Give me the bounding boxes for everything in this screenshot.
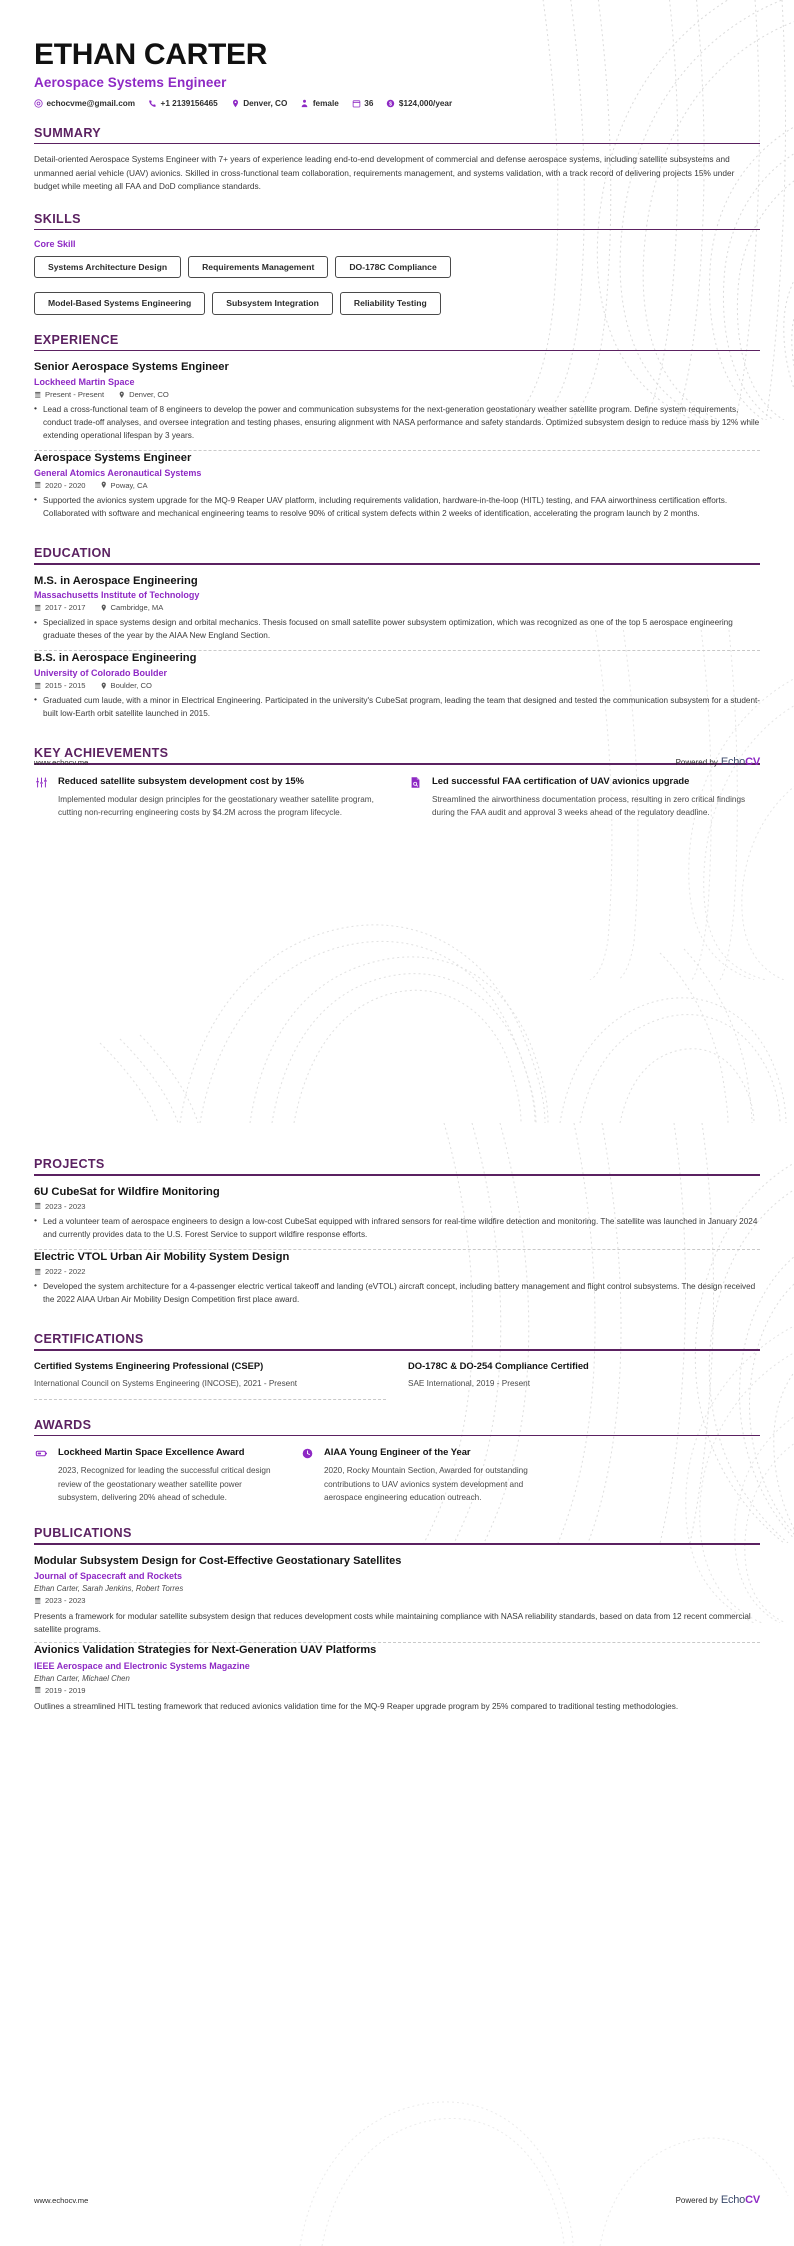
entry-bullet-list: [34, 616, 760, 642]
entry-location-value: Denver, CO: [129, 389, 169, 399]
powered-by-label: Powered by: [675, 758, 718, 767]
entry-bullet-list: [34, 403, 760, 442]
entry-meta: [34, 1596, 760, 1605]
publication-entry: [34, 1643, 760, 1718]
skill-pill[interactable]: Systems Architecture Design: [34, 256, 181, 278]
powered-by-label: Powered by: [675, 2196, 718, 2205]
entry-bullet: • Supported the avionics system upgrade for the MQ-9 Reaper UAV platform, including requirements validation, hardware-in-the-loop (HITL) testing, and FAA airworthiness certification efforts. Collaborated with software and mechanical engineering teams to resolve 90% of critical system defects within 2 weeks of identification, accelerating the program launch by 2 months.: [34, 494, 760, 520]
calendar-icon: [34, 481, 42, 489]
publication-description: Presents a framework for modular satellite subsystem design that reduces development costs while maintaining compliance with NASA reliability standards, based on data from 12 recent commercial satellite programs.: [34, 1611, 751, 1635]
section-experience: [34, 333, 760, 528]
publication-description: Outlines a streamlined HITL testing framework that reduced avionics validation time for the MQ-9 Reaper upgrade program by 25% compared to traditional testing methodologies.: [34, 1701, 679, 1711]
certification-divider: [34, 1399, 386, 1400]
page-title: ETHAN CARTER: [34, 38, 268, 71]
entry-dates-value: 2020 - 2020: [45, 480, 86, 490]
entry-bullet-list: [34, 694, 760, 720]
calendar-icon: [34, 1268, 42, 1276]
skill-pill[interactable]: DO-178C Compliance: [335, 256, 450, 278]
section-heading-key-achievements: KEY ACHIEVEMENTS: [34, 746, 169, 761]
entry-dates: [34, 1686, 86, 1695]
entry-organization: Massachusetts Institute of Technology: [34, 590, 200, 601]
entry-dates-value: 2015 - 2015: [45, 680, 86, 690]
certification-issuer: International Council on Systems Engineering (INCOSE), 2021 - Present: [34, 1379, 298, 1389]
entry-title: Senior Aerospace Systems Engineer: [34, 361, 229, 374]
section-heading-skills: SKILLS: [34, 211, 81, 226]
contact-email-value: echocvme@gmail.com: [46, 98, 136, 108]
entry-dates: [34, 1202, 86, 1211]
entry-title: Electric VTOL Urban Air Mobility System Design: [34, 1250, 290, 1263]
section-divider: [34, 1349, 760, 1351]
entry-title: B.S. in Aerospace Engineering: [34, 652, 197, 665]
background-decoration-bottom: [0, 813, 794, 1123]
section-heading-certifications: CERTIFICATIONS: [34, 1332, 144, 1347]
entry-dates-value: 2017 - 2017: [45, 603, 86, 613]
job-title: Aerospace Systems Engineer: [34, 74, 227, 90]
award-grid: [34, 1445, 760, 1504]
entry-dates: [34, 390, 104, 399]
contact-salary-value: $124,000/year: [398, 98, 453, 108]
entry-bullet-list: [34, 1280, 760, 1306]
award-body: [58, 1445, 284, 1504]
sliders-icon: [34, 775, 49, 790]
calendar-icon: [34, 682, 42, 690]
entry-dates-value: 2022 - 2022: [45, 1266, 86, 1276]
resume-header: [34, 0, 760, 108]
skill-pill[interactable]: Reliability Testing: [340, 292, 441, 314]
section-certifications: [34, 1332, 760, 1399]
contact-location: [231, 99, 288, 108]
entry-meta: [34, 1686, 760, 1695]
entry-bullet-list: [34, 494, 760, 520]
footer-url[interactable]: www.echocv.me: [34, 2195, 89, 2205]
contact-email[interactable]: [34, 99, 135, 108]
publication-authors: Ethan Carter, Sarah Jenkins, Robert Torres: [34, 1583, 184, 1593]
award-description: 2023, Recognized for leading the successful critical design review of the geostationary weather satellite power subsystem, delivering 20% ahead of schedule.: [58, 1466, 271, 1502]
achievement-description: Streamlined the airworthiness documentation process, resulting in zero critical findings during the FAA audit and approval 3 weeks ahead of the regulatory deadline.: [432, 794, 746, 818]
section-publications: [34, 1526, 760, 1719]
section-divider: [34, 563, 760, 565]
entry-location: [118, 390, 169, 399]
section-heading-projects: PROJECTS: [34, 1157, 105, 1171]
calendar-icon: [34, 1202, 42, 1210]
brand-echo: Echo: [720, 2194, 746, 2206]
entry-location: [100, 681, 152, 690]
section-heading-experience: EXPERIENCE: [34, 332, 119, 347]
entry-meta: [34, 481, 760, 490]
publication-authors: Ethan Carter, Michael Chen: [34, 1673, 130, 1683]
location-pin-icon: [100, 604, 108, 612]
experience-entry: [34, 451, 760, 528]
award-description: 2020, Rocky Mountain Section, Awarded for outstanding contributions to UAV avionics system development and aerospace engineering education outreach.: [324, 1466, 528, 1502]
echocv-logo: [721, 756, 760, 768]
section-skills: [34, 212, 760, 315]
entry-organization: Lockheed Martin Space: [34, 376, 135, 387]
award-body: [324, 1445, 550, 1504]
skill-pill[interactable]: Subsystem Integration: [212, 292, 333, 314]
publication-title: Modular Subsystem Design for Cost-Effective Geostationary Satellites: [34, 1554, 402, 1567]
calendar-icon: [352, 99, 361, 108]
phone-icon: [148, 99, 157, 108]
location-pin-icon: [118, 391, 126, 399]
location-pin-icon: [231, 99, 240, 108]
entry-bullet: • Specialized in space systems design and orbital mechanics. Thesis focused on small satellite power subsystem optimization, which was recognized as one of the top 5 aerospace engineering graduate theses of the year by the AIAA New England Section.: [34, 616, 760, 642]
skill-pill-list: [34, 256, 760, 315]
person-icon: [300, 99, 309, 108]
publication-entry: [34, 1554, 760, 1643]
entry-dates: [34, 681, 86, 690]
entry-location-value: Cambridge, MA: [110, 603, 164, 613]
entry-location: [100, 603, 164, 612]
contact-salary: [386, 99, 452, 108]
certification-grid: [34, 1360, 760, 1400]
section-heading-education: EDUCATION: [34, 545, 112, 560]
summary-text: Detail-oriented Aerospace Systems Engineer with 7+ years of experience leading end-to-end development of commercial and defense aerospace systems, including satellite subsystems and unmanned aerial vehicle (UAV) avionics. Skilled in cross-functional team collaboration, requirements management, and systems validation, with a track record of delivering projects 15% under budget while meeting all FAA and DoD compliance standards.: [34, 154, 735, 192]
award-item: [34, 1445, 284, 1504]
calendar-icon: [34, 1686, 42, 1694]
project-entry: [34, 1185, 760, 1249]
section-education: [34, 546, 760, 728]
section-divider: [34, 1543, 760, 1545]
certification-item: [408, 1360, 760, 1400]
achievement-title: Reduced satellite subsystem development cost by 15%: [58, 774, 304, 786]
entry-title: M.S. in Aerospace Engineering: [34, 574, 198, 587]
achievement-body: [58, 774, 386, 820]
document-search-icon: [408, 775, 423, 790]
contact-gender: [300, 99, 338, 108]
location-pin-icon: [100, 682, 108, 690]
section-heading-summary: SUMMARY: [34, 125, 102, 140]
brand-echo: Echo: [720, 756, 746, 768]
svg-text:$: $: [389, 101, 393, 108]
section-divider: [34, 1174, 760, 1176]
publication-title: Avionics Validation Strategies for Next-Generation UAV Platforms: [34, 1644, 377, 1657]
project-entry: [34, 1250, 760, 1314]
entry-organization: University of Colorado Boulder: [34, 667, 168, 678]
entry-bullet: • Led a volunteer team of aerospace engineers to design a low-cost CubeSat equipped with infrared sensors for real-time wildfire detection and monitoring. The satellite was launched in January 2024 and currently provides data to the U.S. Forest Service to support wildfire response efforts.: [34, 1215, 760, 1241]
entry-dates-value: Present - Present: [45, 389, 105, 399]
contact-age-value: 36: [364, 98, 374, 108]
education-entry: [34, 651, 760, 728]
achievement-item: [34, 774, 386, 820]
entry-meta: [34, 681, 760, 690]
section-summary: [34, 126, 760, 194]
brand-cv: CV: [745, 756, 760, 768]
clock-icon: [300, 1446, 315, 1461]
location-pin-icon: [100, 481, 108, 489]
footer-brand: [676, 2194, 760, 2206]
certification-title: Certified Systems Engineering Professional (CSEP): [34, 1359, 264, 1371]
entry-location-value: Poway, CA: [110, 480, 148, 490]
entry-bullet: • Graduated cum laude, with a minor in Electrical Engineering. Participated in the university's CubeSat program, leading the team that designed and tested the communication subsystem for a student-built low-Earth orbit satellite launched in 2015.: [34, 694, 760, 720]
skill-group-label: Core Skill: [34, 239, 76, 250]
calendar-icon: [34, 604, 42, 612]
award-item: [300, 1445, 550, 1504]
entry-dates-value: 2023 - 2023: [45, 1201, 86, 1211]
section-awards: [34, 1418, 760, 1505]
resume-page-2: [0, 1123, 794, 2246]
skill-pill[interactable]: Model-Based Systems Engineering: [34, 292, 205, 314]
entry-dates-value: 2019 - 2019: [45, 1685, 86, 1695]
publication-journal: Journal of Spacecraft and Rockets: [34, 1570, 183, 1581]
achievement-body: [432, 774, 760, 820]
echocv-logo: [721, 2194, 760, 2206]
page-footer: [34, 2194, 760, 2206]
entry-bullet-list: [34, 1215, 760, 1241]
section-heading-awards: AWARDS: [34, 1417, 92, 1432]
certification-issuer: SAE International, 2019 - Present: [408, 1379, 530, 1389]
section-projects: [34, 1157, 760, 1314]
contact-phone-value: +1 2139156465: [160, 98, 218, 108]
achievement-title: Led successful FAA certification of UAV avionics upgrade: [432, 774, 690, 786]
entry-meta: [34, 1202, 760, 1211]
achievement-grid: [34, 774, 760, 820]
section-heading-publications: PUBLICATIONS: [34, 1526, 132, 1541]
certification-title: DO-178C & DO-254 Compliance Certified: [408, 1359, 589, 1371]
footer-brand: [676, 756, 760, 768]
entry-meta: [34, 390, 760, 399]
section-divider: [34, 1435, 760, 1437]
entry-dates: [34, 1596, 86, 1605]
award-title: Lockheed Martin Space Excellence Award: [58, 1446, 245, 1458]
entry-dates: [34, 603, 86, 612]
entry-dates: [34, 1267, 86, 1276]
entry-location-value: Boulder, CO: [110, 680, 152, 690]
entry-meta: [34, 603, 760, 612]
section-divider: [34, 350, 760, 352]
calendar-icon: [34, 1597, 42, 1605]
brand-cv: CV: [745, 2194, 760, 2206]
entry-title: Aerospace Systems Engineer: [34, 452, 192, 465]
page-footer: [34, 756, 760, 768]
section-divider: [34, 143, 760, 145]
entry-bullet: • Lead a cross-functional team of 8 engineers to develop the power and communication subsystems for the next-generation geostationary weather satellite program. Define system requirements, conduct trade-off analyses, and oversee integration and testing phases, ensuring alignment with NASA performance and safety standards. Optimized subsystem design to reduce mass by 12% while extending operational lifespan by 3 years.: [34, 403, 760, 442]
salary-icon: [386, 99, 395, 108]
education-entry: [34, 574, 760, 651]
achievement-description: Implemented modular design principles for the geostationary weather satellite program, cutting non-recurring engineering costs by $4.2M across the program lifecycle.: [58, 794, 374, 818]
award-title: AIAA Young Engineer of the Year: [324, 1446, 471, 1458]
entry-dates: [34, 481, 86, 490]
achievement-item: [408, 774, 760, 820]
contact-location-value: Denver, CO: [243, 98, 288, 108]
entry-location: [100, 481, 148, 490]
experience-entry: [34, 360, 760, 450]
footer-url[interactable]: www.echocv.me: [34, 757, 89, 767]
contact-gender-value: female: [312, 98, 339, 108]
battery-icon: [34, 1446, 49, 1461]
entry-meta: [34, 1267, 760, 1276]
contact-age: [352, 99, 374, 108]
section-divider: [34, 229, 760, 231]
entry-bullet: • Developed the system architecture for a 4-passenger electric vertical takeoff and landing (eVTOL) aircraft concept, including battery management and flight control subsystems. The design received the 2022 AIAA Urban Air Mobility Design Competition first place award.: [34, 1280, 760, 1306]
certification-item: [34, 1360, 386, 1400]
entry-dates-value: 2023 - 2023: [45, 1595, 86, 1605]
contact-row: [34, 99, 760, 108]
calendar-icon: [34, 391, 42, 399]
contact-phone[interactable]: [148, 99, 218, 108]
email-icon: [34, 99, 43, 108]
entry-title: 6U CubeSat for Wildfire Monitoring: [34, 1185, 220, 1198]
entry-organization: General Atomics Aeronautical Systems: [34, 467, 202, 478]
skill-pill[interactable]: Requirements Management: [188, 256, 328, 278]
publication-journal: IEEE Aerospace and Electronic Systems Magazine: [34, 1660, 250, 1671]
